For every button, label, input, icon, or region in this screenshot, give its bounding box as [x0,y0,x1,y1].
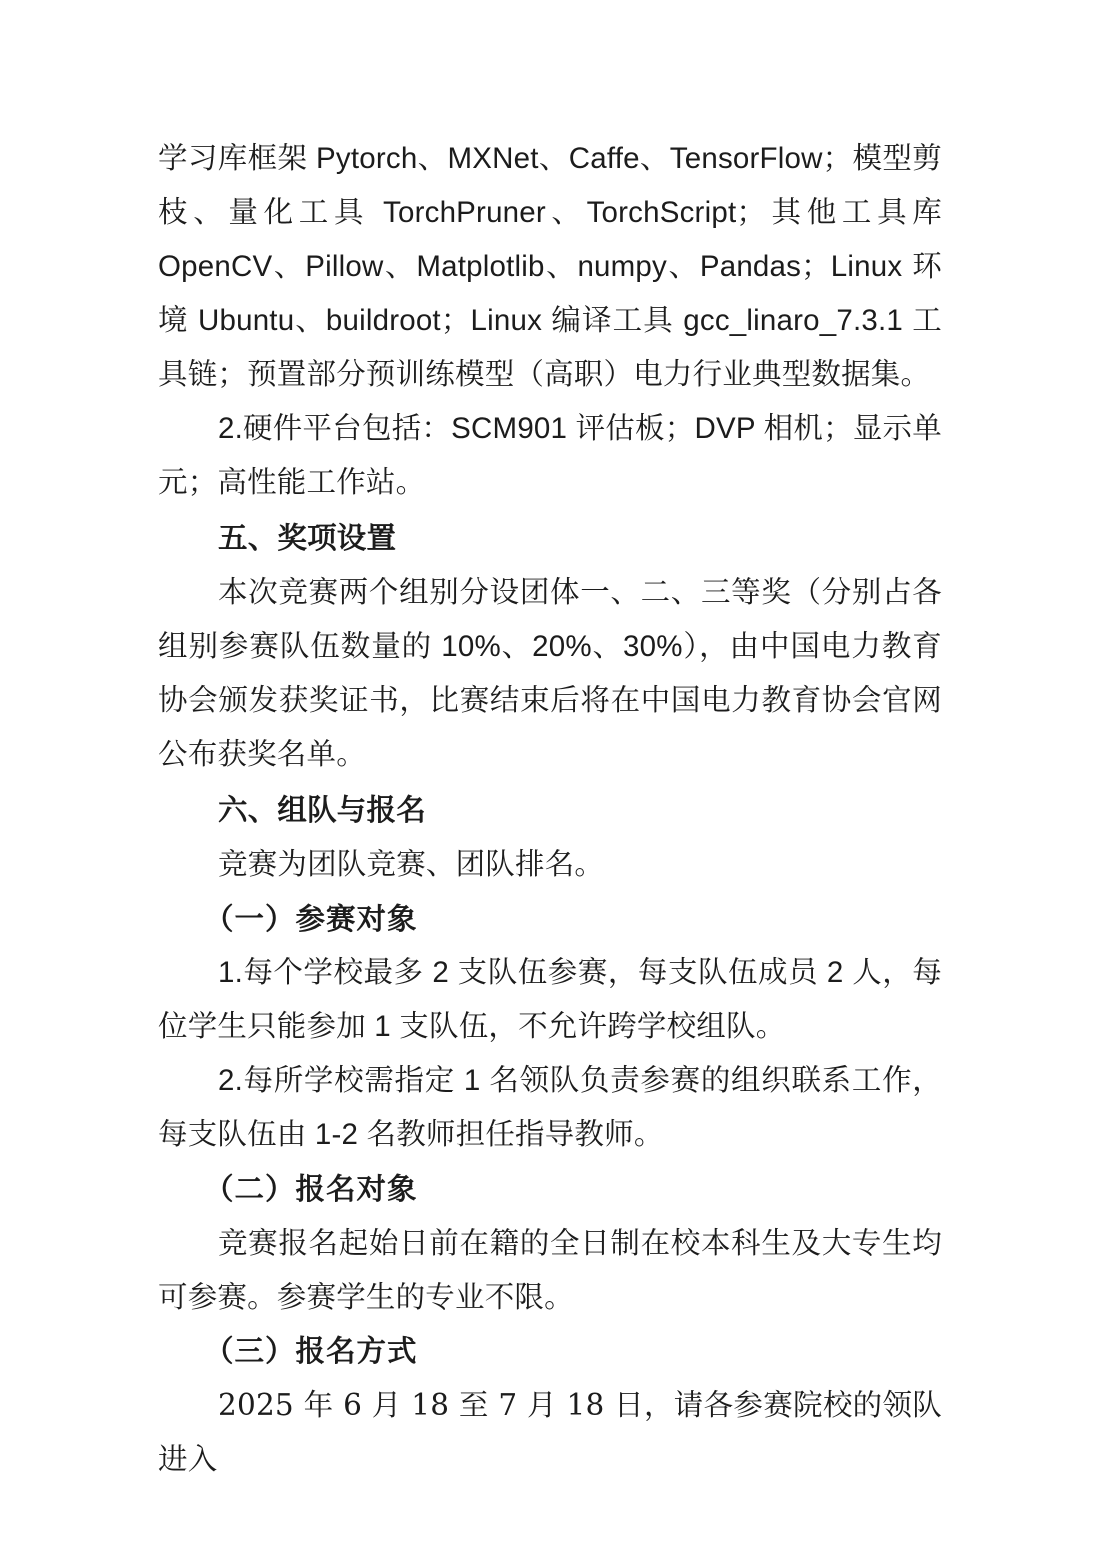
paragraph-awards-detail: 本次竞赛两个组别分设团体一、二、三等奖（分别占各组别参赛队伍数量的 10%、20%、30%），由中国电力教育协会颁发获奖证书，比赛结束后将在中国电力教育协会官网公布获奖名单。 [158,576,942,771]
document-body [158,132,942,1486]
paragraph-participants-rule-1: 1.每个学校最多 2 支队伍参赛，每支队伍成员 2 人，每位学生只能参加 1 支队伍，不允许跨学校组队。 [158,956,942,1043]
paragraph-registration-method-detail: 2025 年 6 月 18 至 7 月 18 日，请各参赛院校的领队进入 [158,1388,942,1476]
heading-subsection-three-registration-method: （三）报名方式 [204,1333,418,1368]
heading-subsection-two-registration-target: （二）报名对象 [204,1171,418,1206]
paragraph-participants-rule-2: 2.每所学校需指定 1 名领队负责参赛的组织联系工作，每支队伍由 1-2 名教师担任指导教师。 [158,1064,942,1151]
paragraph-registration-target-detail: 竞赛报名起始日前在籍的全日制在校本科生及大专生均可参赛。参赛学生的专业不限。 [158,1226,942,1314]
heading-subsection-one-participants: （一）参赛对象 [204,901,418,936]
paragraph-team-competition: 竞赛为团队竞赛、团队排名。 [218,848,605,881]
heading-section-five-awards: 五、奖项设置 [218,522,397,555]
paragraph-hardware-platform: 2.硬件平台包括：SCM901 评估板；DVP 相机；显示单元；高性能工作站。 [158,412,942,499]
heading-section-six-team-and-registration: 六、组队与报名 [218,794,426,827]
paragraph-software-platform: 学习库框架 Pytorch、MXNet、Caffe、TensorFlow；模型剪枝、量化工具 TorchPruner、TorchScript；其他工具库 OpenCV、Pillow、Matplotlib、numpy、Pandas；Linux 环境 Ubuntu、buildroot；Linux 编译工具 gcc_linaro_7.3.1 工具链；预置部分预训练模型（高职）电力行业典型数据集。 [158,142,942,391]
